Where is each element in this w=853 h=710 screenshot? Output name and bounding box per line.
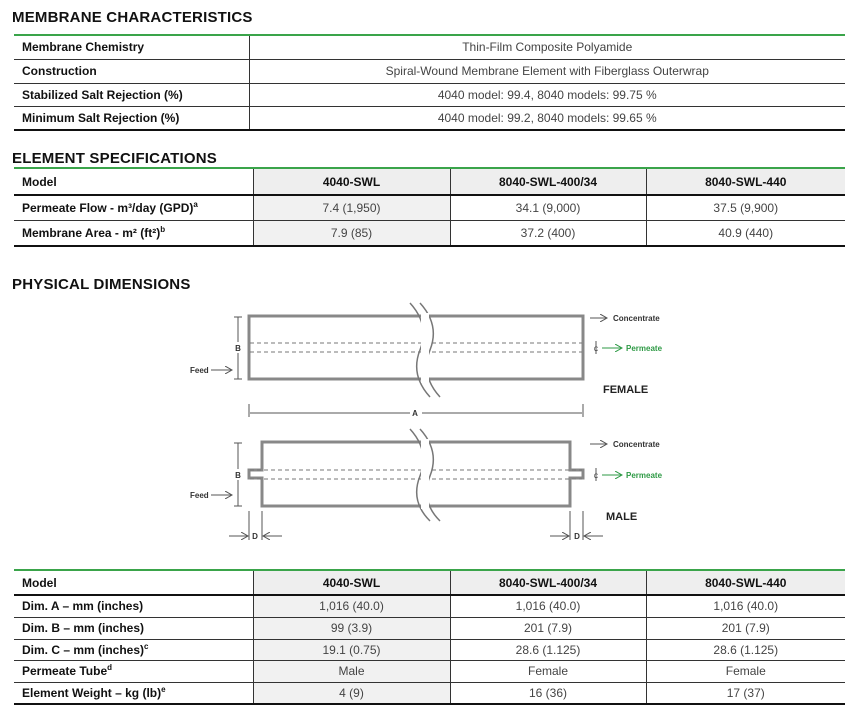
physical-dimensions-table <box>14 571 845 705</box>
row-value: 40.9 (440) <box>646 220 845 246</box>
header-col-4040: 4040-SWL <box>253 169 450 195</box>
row-value: 28.6 (1.125) <box>646 639 845 660</box>
male-dim-c-label: C <box>593 474 599 480</box>
row-label: Dim. B – mm (inches) <box>14 617 253 639</box>
female-element-body <box>249 316 583 379</box>
male-concentrate-label: Concentrate <box>613 440 660 449</box>
membrane-characteristics-title: MEMBRANE CHARACTERISTICS <box>12 9 253 26</box>
row-label: Stabilized Salt Rejection (%) <box>14 83 249 106</box>
membrane-characteristics-table <box>14 36 845 131</box>
row-value: 4040 model: 99.2, 8040 models: 99.65 % <box>249 106 845 130</box>
female-feed-label: Feed <box>190 366 209 375</box>
table-header-row <box>14 571 845 595</box>
footnote-marker: b <box>160 224 166 234</box>
row-value: 4040 model: 99.4, 8040 models: 99.75 % <box>249 83 845 106</box>
female-concentrate-label: Concentrate <box>613 314 660 323</box>
row-label: Permeate Flow - m³/day (GPD)$^a$ <box>14 195 253 220</box>
row-value: 1,016 (40.0) <box>450 595 646 617</box>
membrane-element-diagram <box>0 295 853 550</box>
male-feed-label: Feed <box>190 491 209 500</box>
row-label: Dim. C – mm (inches)$^c$ <box>14 639 253 660</box>
male-element-body <box>249 442 583 506</box>
header-model-label: Model <box>14 571 253 595</box>
row-label: Membrane Area - m² $(ft^2)^b$ <box>14 220 253 246</box>
row-value: 19.1 (0.75) <box>253 639 450 660</box>
row-label: Dim. A – mm (inches) <box>14 595 253 617</box>
row-value: Female <box>646 660 845 682</box>
row-value: Female <box>450 660 646 682</box>
row-label: Minimum Salt Rejection (%) <box>14 106 249 130</box>
row-value: 99 (3.9) <box>253 617 450 639</box>
table-row <box>14 220 845 246</box>
row-value: 37.2 (400) <box>450 220 646 246</box>
row-label: Membrane Chemistry <box>14 36 249 59</box>
female-label: FEMALE <box>603 384 649 396</box>
male-label: MALE <box>606 511 638 523</box>
footnote-marker: a <box>193 199 198 209</box>
female-element <box>190 303 663 418</box>
row-value: Spiral-Wound Membrane Element with Fiberglass Outerwrap <box>249 59 845 83</box>
row-value: 1,016 (40.0) <box>253 595 450 617</box>
male-element <box>190 429 663 541</box>
row-value: 201 (7.9) <box>450 617 646 639</box>
row-value: Male <box>253 660 450 682</box>
row-value: 7.9 (85) <box>253 220 450 246</box>
element-specifications-title: ELEMENT SPECIFICATIONS <box>12 150 217 167</box>
dim-a-label: A <box>412 409 418 418</box>
female-dim-c-label: C <box>593 347 599 353</box>
table-row <box>14 682 845 704</box>
male-permeate-label: Permeate <box>626 471 663 480</box>
row-label: Element Weight – kg (lb)$^e$ <box>14 682 253 704</box>
row-value: 7.4 (1,950) <box>253 195 450 220</box>
row-value: 16 (36) <box>450 682 646 704</box>
header-col-8040-400: 8040-SWL-400/34 <box>450 571 646 595</box>
table-row <box>14 59 845 83</box>
table-row <box>14 617 845 639</box>
element-specifications-table <box>14 169 845 247</box>
female-dim-b-label: B <box>235 344 241 353</box>
footnote-marker: d <box>107 663 113 672</box>
row-value: 4 (9) <box>253 682 450 704</box>
female-break-gap <box>421 313 429 383</box>
row-label: Permeate Tube$^d$ <box>14 660 253 682</box>
header-col-4040: 4040-SWL <box>253 571 450 595</box>
table-row <box>14 106 845 130</box>
table-row <box>14 195 845 220</box>
table-header-row <box>14 169 845 195</box>
row-value: 34.1 (9,000) <box>450 195 646 220</box>
row-value: 1,016 (40.0) <box>646 595 845 617</box>
row-value: 28.6 (1.125) <box>450 639 646 660</box>
male-break-gap <box>421 439 429 509</box>
row-label: Construction <box>14 59 249 83</box>
row-value: 201 (7.9) <box>646 617 845 639</box>
dim-d-left-label: D <box>252 532 258 541</box>
table-row <box>14 660 845 682</box>
physical-dimensions-title: PHYSICAL DIMENSIONS <box>12 276 191 293</box>
row-value: 17 (37) <box>646 682 845 704</box>
header-col-8040-440: 8040-SWL-440 <box>646 169 845 195</box>
row-value: Thin-Film Composite Polyamide <box>249 36 845 59</box>
table-row <box>14 595 845 617</box>
male-dim-b-label: B <box>235 471 241 480</box>
header-model-label: Model <box>14 169 253 195</box>
dim-d-right-label: D <box>574 532 580 541</box>
footnote-marker: e <box>161 684 166 694</box>
table-row <box>14 639 845 660</box>
header-col-8040-400: 8040-SWL-400/34 <box>450 169 646 195</box>
header-col-8040-440: 8040-SWL-440 <box>646 571 845 595</box>
female-permeate-label: Permeate <box>626 344 663 353</box>
footnote-marker: c <box>144 641 149 651</box>
table-row <box>14 83 845 106</box>
row-value: 37.5 (9,900) <box>646 195 845 220</box>
table-row <box>14 36 845 59</box>
